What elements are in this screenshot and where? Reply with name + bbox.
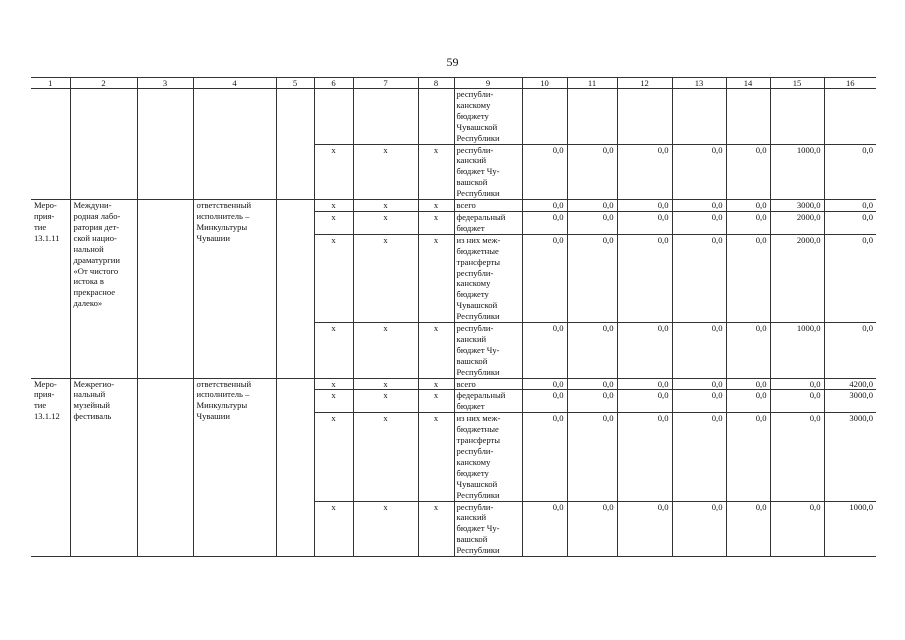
value-cell: 0,0 bbox=[770, 501, 824, 557]
value-cell: 0,0 bbox=[522, 501, 567, 557]
value-cell: 0,0 bbox=[522, 413, 567, 501]
cell-executor bbox=[193, 89, 276, 200]
value-cell: 0,0 bbox=[824, 234, 876, 322]
event-executor: ответственный исполнитель – Минкультуры Чувашии bbox=[193, 200, 276, 379]
cell-col7: x bbox=[353, 234, 418, 322]
program-table bbox=[31, 77, 876, 557]
value-cell: 0,0 bbox=[824, 200, 876, 212]
funding-source: республи- канский бюджет Чу- вашской Республики bbox=[454, 501, 522, 557]
value-cell: 0,0 bbox=[522, 211, 567, 234]
cell-col8: x bbox=[418, 200, 454, 212]
table-row bbox=[31, 378, 876, 390]
funding-source: из них меж- бюджетные трансферты республи- канскому бюджету Чувашской Республики bbox=[454, 413, 522, 501]
value-cell: 0,0 bbox=[617, 378, 672, 390]
col-header: 2 bbox=[70, 78, 137, 89]
value-cell: 2000,0 bbox=[770, 234, 824, 322]
cell-col6: x bbox=[314, 211, 353, 234]
cell-col6: x bbox=[314, 413, 353, 501]
value-cell: 0,0 bbox=[672, 323, 726, 379]
cell-col8: x bbox=[418, 234, 454, 322]
value-cell bbox=[824, 89, 876, 145]
cell-col7: x bbox=[353, 211, 418, 234]
value-cell: 0,0 bbox=[770, 413, 824, 501]
value-cell: 0,0 bbox=[726, 200, 770, 212]
value-cell: 0,0 bbox=[522, 378, 567, 390]
value-cell: 0,0 bbox=[567, 200, 617, 212]
cell-col7: x bbox=[353, 501, 418, 557]
cell-col8: x bbox=[418, 211, 454, 234]
cell-col7: x bbox=[353, 323, 418, 379]
value-cell: 0,0 bbox=[567, 413, 617, 501]
col-header: 4 bbox=[193, 78, 276, 89]
value-cell: 0,0 bbox=[567, 323, 617, 379]
table-row bbox=[31, 89, 876, 145]
value-cell: 0,0 bbox=[617, 234, 672, 322]
value-cell: 0,0 bbox=[672, 234, 726, 322]
col-header: 13 bbox=[672, 78, 726, 89]
value-cell: 0,0 bbox=[770, 378, 824, 390]
funding-source: республи- канский бюджет Чу- вашской Республики bbox=[454, 323, 522, 379]
value-cell: 0,0 bbox=[824, 323, 876, 379]
page-number: 59 bbox=[446, 55, 459, 69]
value-cell: 0,0 bbox=[617, 211, 672, 234]
cell-col8: x bbox=[418, 323, 454, 379]
cell-col7: x bbox=[353, 378, 418, 390]
value-cell bbox=[672, 89, 726, 145]
cell-col7: x bbox=[353, 413, 418, 501]
col-header: 3 bbox=[137, 78, 193, 89]
value-cell bbox=[726, 89, 770, 145]
value-cell: 0,0 bbox=[672, 390, 726, 413]
col-header: 8 bbox=[418, 78, 454, 89]
cell-col6: x bbox=[314, 390, 353, 413]
value-cell: 0,0 bbox=[522, 234, 567, 322]
col-header: 14 bbox=[726, 78, 770, 89]
value-cell: 0,0 bbox=[567, 144, 617, 200]
value-cell: 0,0 bbox=[726, 234, 770, 322]
value-cell: 0,0 bbox=[726, 390, 770, 413]
value-cell: 1000,0 bbox=[824, 501, 876, 557]
value-cell: 0,0 bbox=[726, 211, 770, 234]
funding-source: федеральный бюджет bbox=[454, 390, 522, 413]
value-cell: 3000,0 bbox=[824, 390, 876, 413]
funding-source: федеральный бюджет bbox=[454, 211, 522, 234]
value-cell: 1000,0 bbox=[770, 323, 824, 379]
cell-col6: x bbox=[314, 501, 353, 557]
value-cell: 0,0 bbox=[567, 501, 617, 557]
funding-source: республи- канскому бюджету Чувашской Республики bbox=[454, 89, 522, 145]
cell-col7 bbox=[353, 89, 418, 145]
value-cell: 0,0 bbox=[726, 144, 770, 200]
cell-name bbox=[70, 89, 137, 200]
cell-col7: x bbox=[353, 200, 418, 212]
value-cell: 0,0 bbox=[617, 144, 672, 200]
value-cell bbox=[567, 89, 617, 145]
value-cell: 0,0 bbox=[522, 323, 567, 379]
col-header: 9 bbox=[454, 78, 522, 89]
col-header: 12 bbox=[617, 78, 672, 89]
funding-source: всего bbox=[454, 378, 522, 390]
value-cell: 0,0 bbox=[672, 144, 726, 200]
value-cell: 0,0 bbox=[617, 501, 672, 557]
value-cell: 0,0 bbox=[617, 413, 672, 501]
col-header: 11 bbox=[567, 78, 617, 89]
cell-col5 bbox=[276, 200, 314, 379]
col-header: 5 bbox=[276, 78, 314, 89]
value-cell: 0,0 bbox=[617, 200, 672, 212]
value-cell: 0,0 bbox=[522, 200, 567, 212]
cell-col6: x bbox=[314, 144, 353, 200]
value-cell: 1000,0 bbox=[770, 144, 824, 200]
cell-col3 bbox=[137, 200, 193, 379]
value-cell: 3000,0 bbox=[824, 413, 876, 501]
value-cell: 0,0 bbox=[672, 211, 726, 234]
cell-col6: x bbox=[314, 234, 353, 322]
cell-col8: x bbox=[418, 144, 454, 200]
value-cell: 2000,0 bbox=[770, 211, 824, 234]
col-header: 1 bbox=[31, 78, 70, 89]
value-cell: 0,0 bbox=[672, 200, 726, 212]
event-executor: ответственный исполнитель – Минкультуры Чувашии bbox=[193, 378, 276, 557]
col-header: 10 bbox=[522, 78, 567, 89]
value-cell: 0,0 bbox=[726, 501, 770, 557]
value-cell bbox=[617, 89, 672, 145]
value-cell: 0,0 bbox=[567, 390, 617, 413]
funding-source: всего bbox=[454, 200, 522, 212]
value-cell: 0,0 bbox=[522, 390, 567, 413]
cell-col3 bbox=[137, 378, 193, 557]
value-cell: 3000,0 bbox=[770, 200, 824, 212]
event-name: Межрегио- нальный музейный фестиваль bbox=[70, 378, 137, 557]
column-numbers-row bbox=[31, 78, 876, 89]
col-header: 15 bbox=[770, 78, 824, 89]
cell-col7: x bbox=[353, 390, 418, 413]
value-cell: 0,0 bbox=[567, 378, 617, 390]
cell-col8 bbox=[418, 89, 454, 145]
table-body bbox=[31, 89, 876, 557]
cell-col8: x bbox=[418, 390, 454, 413]
value-cell: 0,0 bbox=[672, 501, 726, 557]
cell-col3 bbox=[137, 89, 193, 200]
value-cell: 0,0 bbox=[726, 413, 770, 501]
value-cell: 0,0 bbox=[672, 378, 726, 390]
value-cell: 0,0 bbox=[824, 144, 876, 200]
col-header: 6 bbox=[314, 78, 353, 89]
funding-source: из них меж- бюджетные трансферты республи- канскому бюджету Чувашской Республики bbox=[454, 234, 522, 322]
event-name: Междуни- родная лабо- ратория дет- ской нацио- нальной драматургии «От чистого истока в прекрасное далеко» bbox=[70, 200, 137, 379]
value-cell bbox=[522, 89, 567, 145]
cell-col5 bbox=[276, 89, 314, 200]
funding-source: республи- канский бюджет Чу- вашской Республики bbox=[454, 144, 522, 200]
cell-col6: x bbox=[314, 200, 353, 212]
event-id: Меро- прия- тие 13.1.12 bbox=[31, 378, 70, 557]
value-cell: 0,0 bbox=[824, 211, 876, 234]
value-cell: 0,0 bbox=[770, 390, 824, 413]
col-header: 7 bbox=[353, 78, 418, 89]
value-cell: 0,0 bbox=[567, 211, 617, 234]
value-cell: 0,0 bbox=[617, 390, 672, 413]
value-cell: 0,0 bbox=[726, 378, 770, 390]
value-cell bbox=[770, 89, 824, 145]
table-row bbox=[31, 200, 876, 212]
cell-col6: x bbox=[314, 323, 353, 379]
value-cell: 0,0 bbox=[726, 323, 770, 379]
cell-col7: x bbox=[353, 144, 418, 200]
cell-event bbox=[31, 89, 70, 200]
cell-col6 bbox=[314, 89, 353, 145]
cell-col5 bbox=[276, 378, 314, 557]
value-cell: 0,0 bbox=[567, 234, 617, 322]
cell-col6: x bbox=[314, 378, 353, 390]
cell-col8: x bbox=[418, 378, 454, 390]
value-cell: 0,0 bbox=[617, 323, 672, 379]
value-cell: 0,0 bbox=[672, 413, 726, 501]
cell-col8: x bbox=[418, 413, 454, 501]
event-id: Меро- прия- тие 13.1.11 bbox=[31, 200, 70, 379]
cell-col8: x bbox=[418, 501, 454, 557]
value-cell: 4200,0 bbox=[824, 378, 876, 390]
value-cell: 0,0 bbox=[522, 144, 567, 200]
col-header: 16 bbox=[824, 78, 876, 89]
